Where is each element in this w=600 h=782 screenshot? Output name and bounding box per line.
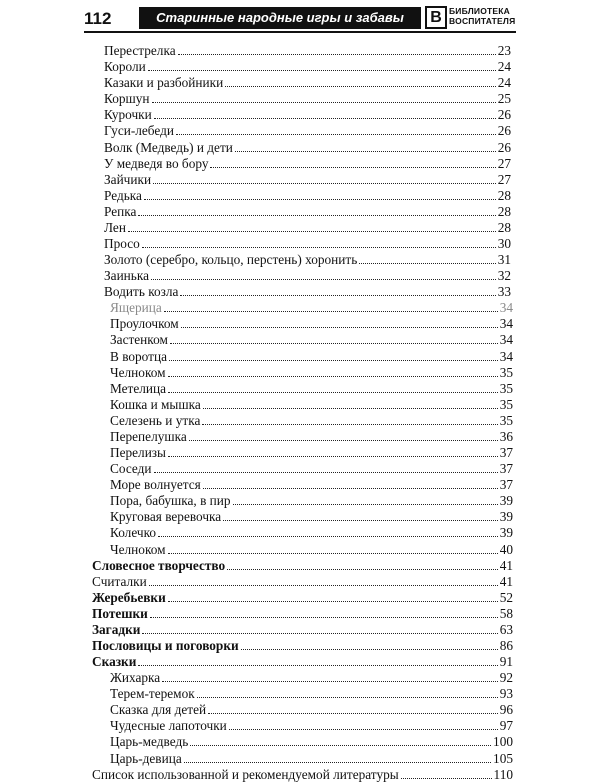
toc-entry-page: 28	[497, 203, 511, 219]
toc-entry-page: 28	[497, 187, 511, 203]
toc-entry-page: 32	[497, 268, 511, 284]
toc-entry-title: Гуси-лебеди	[104, 123, 175, 139]
dot-leader	[241, 649, 498, 650]
toc-entry	[0, 380, 513, 396]
toc-entry	[0, 524, 513, 540]
toc-entry-page: 30	[497, 236, 511, 252]
toc-entry-page: 33	[497, 284, 511, 300]
toc-entry-title: Пословицы и поговорки	[92, 637, 239, 653]
toc-entry	[0, 589, 513, 605]
dot-leader	[168, 392, 498, 393]
dot-leader	[154, 118, 496, 119]
toc-entry-page: 24	[497, 59, 511, 75]
table-of-contents	[0, 42, 600, 782]
toc-entry-title: Водить козла	[104, 284, 179, 300]
toc-entry	[0, 283, 511, 299]
toc-entry-title: Челноком	[110, 364, 166, 380]
dot-leader	[150, 617, 498, 618]
dot-leader	[168, 376, 498, 377]
toc-entry	[0, 766, 513, 782]
toc-entry-title: Просо	[104, 236, 140, 252]
header-divider	[84, 31, 516, 33]
toc-entry	[0, 219, 511, 235]
toc-entry-page: 96	[499, 702, 513, 718]
toc-entry-title: Потешки	[92, 605, 148, 621]
dot-leader	[168, 601, 498, 602]
toc-entry-page: 27	[497, 155, 511, 171]
toc-entry	[0, 653, 513, 669]
toc-entry-page: 35	[499, 364, 513, 380]
dot-leader	[169, 360, 498, 361]
toc-entry-page: 23	[497, 43, 511, 59]
series-name-line1: БИБЛИОТЕКА	[449, 6, 510, 16]
toc-entry-title: Считалки	[92, 573, 147, 589]
dot-leader	[142, 247, 496, 248]
toc-entry-page: 100	[493, 734, 513, 750]
toc-entry	[0, 540, 513, 556]
toc-entry-title: У медведя во бору	[104, 155, 209, 171]
toc-entry-title: Золото (серебро, кольцо, перстень) хоронить	[104, 252, 358, 268]
toc-entry-page: 35	[499, 412, 513, 428]
toc-entry-page: 34	[499, 348, 513, 364]
toc-entry-title: Метелица	[110, 380, 167, 396]
book-title-bar: Старинные народные игры и забавы	[139, 7, 421, 29]
toc-entry	[0, 235, 511, 251]
toc-entry	[0, 444, 513, 460]
toc-entry-title: Застенком	[110, 332, 168, 348]
toc-entry	[0, 621, 513, 637]
dot-leader	[152, 102, 496, 103]
toc-entry	[0, 90, 511, 106]
toc-entry	[0, 315, 513, 331]
toc-entry-page: 37	[499, 477, 513, 493]
toc-entry-title: Селезень и утка	[110, 412, 201, 428]
dot-leader	[153, 183, 496, 184]
toc-entry-page: 92	[499, 670, 513, 686]
toc-entry	[0, 203, 511, 219]
dot-leader	[170, 343, 498, 344]
toc-entry-title: Курочки	[104, 107, 152, 123]
toc-entry-page: 35	[499, 396, 513, 412]
toc-entry-title: Зайчики	[104, 171, 152, 187]
toc-entry-title: Волк (Медведь) и дети	[104, 139, 233, 155]
page-number: 112	[84, 9, 112, 28]
dot-leader	[203, 408, 498, 409]
toc-entry-title: Челноком	[110, 541, 166, 557]
toc-entry-title: Репка	[104, 203, 137, 219]
dot-leader	[128, 231, 496, 232]
dot-leader	[235, 151, 496, 152]
toc-entry-title: Заинька	[104, 268, 150, 284]
toc-entry-title: Проулочком	[110, 316, 179, 332]
dot-leader	[225, 86, 495, 87]
toc-entry-title: Перелизы	[110, 445, 166, 461]
dot-leader	[197, 697, 498, 698]
dot-leader	[189, 440, 498, 441]
toc-entry-page: 28	[497, 219, 511, 235]
toc-entry-title: Сказка для детей	[110, 702, 207, 718]
toc-entry-title: Коршун	[104, 91, 150, 107]
dot-leader	[227, 569, 498, 570]
dot-leader	[138, 215, 495, 216]
toc-entry-page: 91	[499, 654, 513, 670]
dot-leader	[144, 199, 496, 200]
toc-entry	[0, 412, 513, 428]
toc-entry	[0, 171, 511, 187]
dot-leader	[164, 311, 498, 312]
dot-leader	[359, 263, 495, 264]
toc-entry-page: 39	[499, 525, 513, 541]
toc-entry-page: 40	[499, 541, 513, 557]
dot-leader	[184, 762, 491, 763]
toc-entry-title: Перестрелка	[104, 43, 176, 59]
toc-entry-page: 58	[499, 605, 513, 621]
toc-entry	[0, 492, 513, 508]
toc-entry-page: 97	[499, 718, 513, 734]
toc-entry-title: Перепелушка	[110, 428, 187, 444]
toc-entry-page: 41	[499, 557, 513, 573]
toc-entry	[0, 701, 513, 717]
toc-entry	[0, 138, 511, 154]
toc-entry	[0, 364, 513, 380]
dot-leader	[203, 488, 498, 489]
toc-entry-page: 24	[497, 75, 511, 91]
toc-entry-page: 27	[497, 171, 511, 187]
toc-entry	[0, 557, 513, 573]
dot-leader	[233, 504, 498, 505]
toc-entry	[0, 347, 513, 363]
toc-entry	[0, 508, 513, 524]
toc-entry	[0, 74, 511, 90]
toc-entry-page: 25	[497, 91, 511, 107]
toc-entry-title: Короли	[104, 59, 146, 75]
toc-entry-title: Море волнуется	[110, 477, 201, 493]
toc-entry	[0, 396, 513, 412]
toc-entry-page: 37	[499, 445, 513, 461]
toc-entry-title: Круговая веревочка	[110, 509, 222, 525]
toc-entry	[0, 669, 513, 685]
toc-entry	[0, 460, 513, 476]
toc-entry-title: Жеребьевки	[92, 589, 166, 605]
toc-entry	[0, 717, 513, 733]
toc-entry-page: 26	[497, 123, 511, 139]
toc-entry-page: 39	[499, 493, 513, 509]
dot-leader	[142, 633, 497, 634]
toc-entry-title: Загадки	[92, 621, 141, 637]
dot-leader	[176, 134, 496, 135]
toc-entry-title: Ящерица	[110, 300, 162, 316]
toc-entry-title: Колечко	[110, 525, 157, 541]
toc-entry	[0, 267, 511, 283]
toc-entry-page: 41	[499, 573, 513, 589]
toc-entry-title: Жихарка	[110, 670, 161, 686]
dot-leader	[229, 729, 498, 730]
toc-entry-title: Соседи	[110, 461, 152, 477]
toc-entry-title: Кошка и мышка	[110, 396, 201, 412]
toc-entry-page: 35	[499, 380, 513, 396]
dot-leader	[149, 585, 498, 586]
toc-entry-page: 34	[499, 332, 513, 348]
toc-entry	[0, 605, 513, 621]
dot-leader	[180, 295, 495, 296]
dot-leader	[138, 665, 497, 666]
toc-entry-page: 26	[497, 107, 511, 123]
dot-leader	[208, 713, 498, 714]
toc-entry	[0, 122, 511, 138]
toc-entry-page: 93	[499, 686, 513, 702]
toc-entry	[0, 187, 511, 203]
toc-entry-title: Пора, бабушка, в пир	[110, 493, 231, 509]
toc-entry-page: 26	[497, 139, 511, 155]
dot-leader	[158, 536, 498, 537]
toc-entry	[0, 331, 513, 347]
toc-entry	[0, 299, 513, 315]
toc-entry-title: Сказки	[92, 654, 137, 670]
toc-entry	[0, 42, 511, 58]
series-logo-icon: В	[425, 6, 447, 29]
toc-entry-title: Чудесные лапоточки	[110, 718, 227, 734]
dot-leader	[181, 327, 498, 328]
toc-entry	[0, 251, 511, 267]
dot-leader	[151, 279, 496, 280]
toc-entry-page: 34	[499, 300, 513, 316]
series-name-line2: ВОСПИТАТЕЛЯ	[449, 16, 516, 26]
toc-entry	[0, 685, 513, 701]
toc-entry	[0, 428, 513, 444]
dot-leader	[168, 553, 498, 554]
toc-entry	[0, 733, 513, 749]
toc-entry-title: Редька	[104, 187, 142, 203]
toc-entry-page: 52	[499, 589, 513, 605]
toc-entry-title: Царь-медведь	[110, 734, 189, 750]
toc-entry-page: 86	[499, 637, 513, 653]
toc-entry-page: 37	[499, 461, 513, 477]
toc-entry-page: 63	[499, 621, 513, 637]
dot-leader	[178, 54, 496, 55]
toc-entry-title: Список использованной и рекомендуемой литературы	[92, 766, 399, 782]
dot-leader	[202, 424, 497, 425]
dot-leader	[210, 167, 495, 168]
toc-entry-title: Царь-девица	[110, 750, 182, 766]
toc-entry	[0, 749, 513, 765]
toc-entry-page: 39	[499, 509, 513, 525]
dot-leader	[154, 472, 498, 473]
dot-leader	[168, 456, 498, 457]
dot-leader	[223, 520, 498, 521]
dot-leader	[190, 745, 491, 746]
dot-leader	[162, 681, 497, 682]
toc-entry	[0, 106, 511, 122]
toc-entry-page: 110	[493, 766, 513, 782]
toc-entry-title: Лен	[104, 219, 126, 235]
toc-entry	[0, 573, 513, 589]
toc-entry-title: Терем-теремок	[110, 686, 195, 702]
dot-leader	[401, 778, 492, 779]
toc-entry-page: 34	[499, 316, 513, 332]
toc-entry	[0, 58, 511, 74]
dot-leader	[148, 70, 496, 71]
series-name	[449, 6, 519, 26]
toc-entry-page: 105	[493, 750, 513, 766]
toc-entry	[0, 637, 513, 653]
toc-entry	[0, 155, 511, 171]
toc-entry-title: В воротца	[110, 348, 167, 364]
toc-entry-title: Казаки и разбойники	[104, 75, 224, 91]
toc-entry-page: 31	[497, 252, 511, 268]
toc-entry	[0, 476, 513, 492]
toc-entry-title: Словесное творчество	[92, 557, 226, 573]
toc-entry-page: 36	[499, 428, 513, 444]
